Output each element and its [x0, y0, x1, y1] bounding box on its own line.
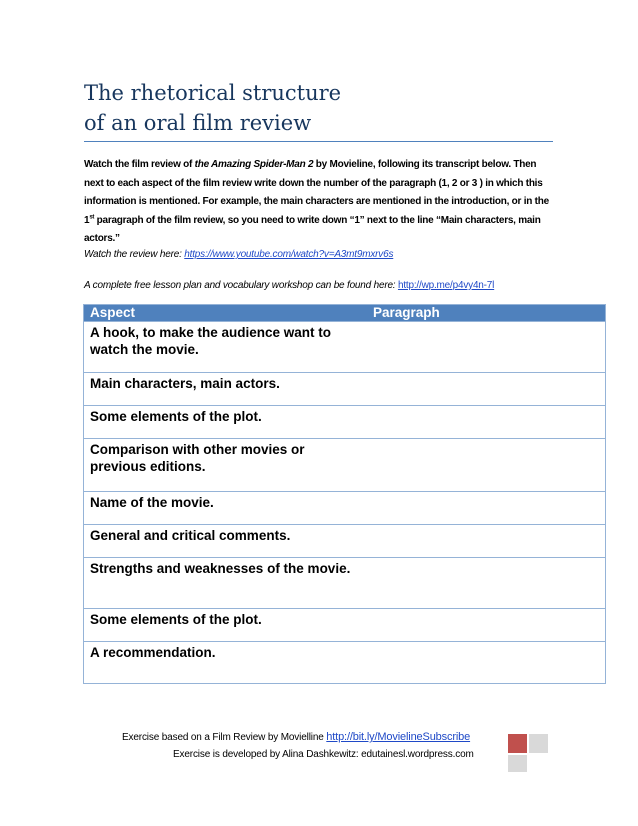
aspect-cell: Strengths and weaknesses of the movie.	[84, 558, 367, 609]
paragraph-answer-cell[interactable]	[367, 558, 605, 609]
instructions-part-2: by Movieline, following its transcript below. Then next to each aspect of the film review write down the number of the paragraph (1, 2 or 3 ) in which this information is mentioned. For example, the main characters are mentioned in the introduction, or in the 1	[84, 159, 549, 226]
youtube-link[interactable]: https://www.youtube.com/watch?v=A3mt9mxrv6s	[184, 249, 394, 260]
aspect-cell: A hook, to make the audience want to watch the movie.	[84, 322, 367, 373]
instructions-part-1: Watch the film review of	[84, 159, 195, 170]
table-row	[84, 609, 605, 642]
paragraph-answer-cell[interactable]	[367, 642, 605, 682]
table-row	[84, 322, 605, 373]
aspect-cell: Name of the movie.	[84, 492, 367, 525]
page-title	[84, 78, 554, 138]
aspect-cell: General and critical comments.	[84, 525, 367, 558]
table-row	[84, 439, 605, 492]
watch-review-label: Watch the review here:	[84, 249, 185, 260]
title-divider	[84, 141, 553, 142]
movieline-subscribe-link[interactable]: http://bit.ly/MovielineSubscribe	[326, 731, 471, 743]
aspect-cell: Some elements of the plot.	[84, 406, 367, 439]
paragraph-answer-cell[interactable]	[367, 439, 605, 492]
aspect-cell: Comparison with other movies or previous editions.	[84, 439, 367, 492]
aspects-table	[83, 304, 606, 684]
paragraph-answer-cell[interactable]	[367, 322, 605, 373]
lesson-plan-note	[84, 279, 564, 293]
footer-author-line: Exercise is developed by Alina Dashkewitz: edutainesl.wordpress.com	[173, 749, 474, 760]
title-line-1: The rhetorical structure	[84, 81, 342, 105]
table-row	[84, 373, 605, 406]
paragraph-answer-cell[interactable]	[367, 373, 605, 406]
instructions-part-3: paragraph of the film review, so you need to write down “1” next to the line “Main characters, main actors.”	[84, 214, 541, 245]
aspect-cell: Main characters, main actors.	[84, 373, 367, 406]
paragraph-answer-cell[interactable]	[367, 492, 605, 525]
decorative-gray-square	[508, 755, 527, 772]
aspect-cell: A recommendation.	[84, 642, 367, 682]
aspect-column-header: Aspect	[84, 305, 367, 322]
table-header-row	[84, 305, 605, 322]
title-line-2: of an oral film review	[84, 111, 312, 135]
paragraph-answer-cell[interactable]	[367, 609, 605, 642]
paragraph-answer-cell[interactable]	[367, 406, 605, 439]
decorative-gray-square	[529, 734, 548, 753]
table-row	[84, 642, 605, 682]
lesson-plan-label: A complete free lesson plan and vocabulary workshop can be found here:	[84, 280, 398, 291]
paragraph-column-header: Paragraph	[367, 305, 605, 322]
table-row	[84, 525, 605, 558]
lesson-plan-link[interactable]: http://wp.me/p4vy4n-7l	[397, 280, 495, 291]
footer-credit-text: Exercise based on a Film Review by Movielline	[122, 732, 327, 743]
table-row	[84, 558, 605, 609]
decorative-red-square	[508, 734, 527, 753]
footer-credit-line	[122, 731, 470, 743]
table-row	[84, 492, 605, 525]
aspect-cell: Some elements of the plot.	[84, 609, 367, 642]
ordinal-suffix: st	[89, 214, 95, 221]
watch-review-note	[84, 248, 564, 262]
instructions-paragraph	[84, 156, 558, 249]
film-title: the Amazing Spider-Man 2	[194, 159, 314, 170]
paragraph-answer-cell[interactable]	[367, 525, 605, 558]
table-row	[84, 406, 605, 439]
